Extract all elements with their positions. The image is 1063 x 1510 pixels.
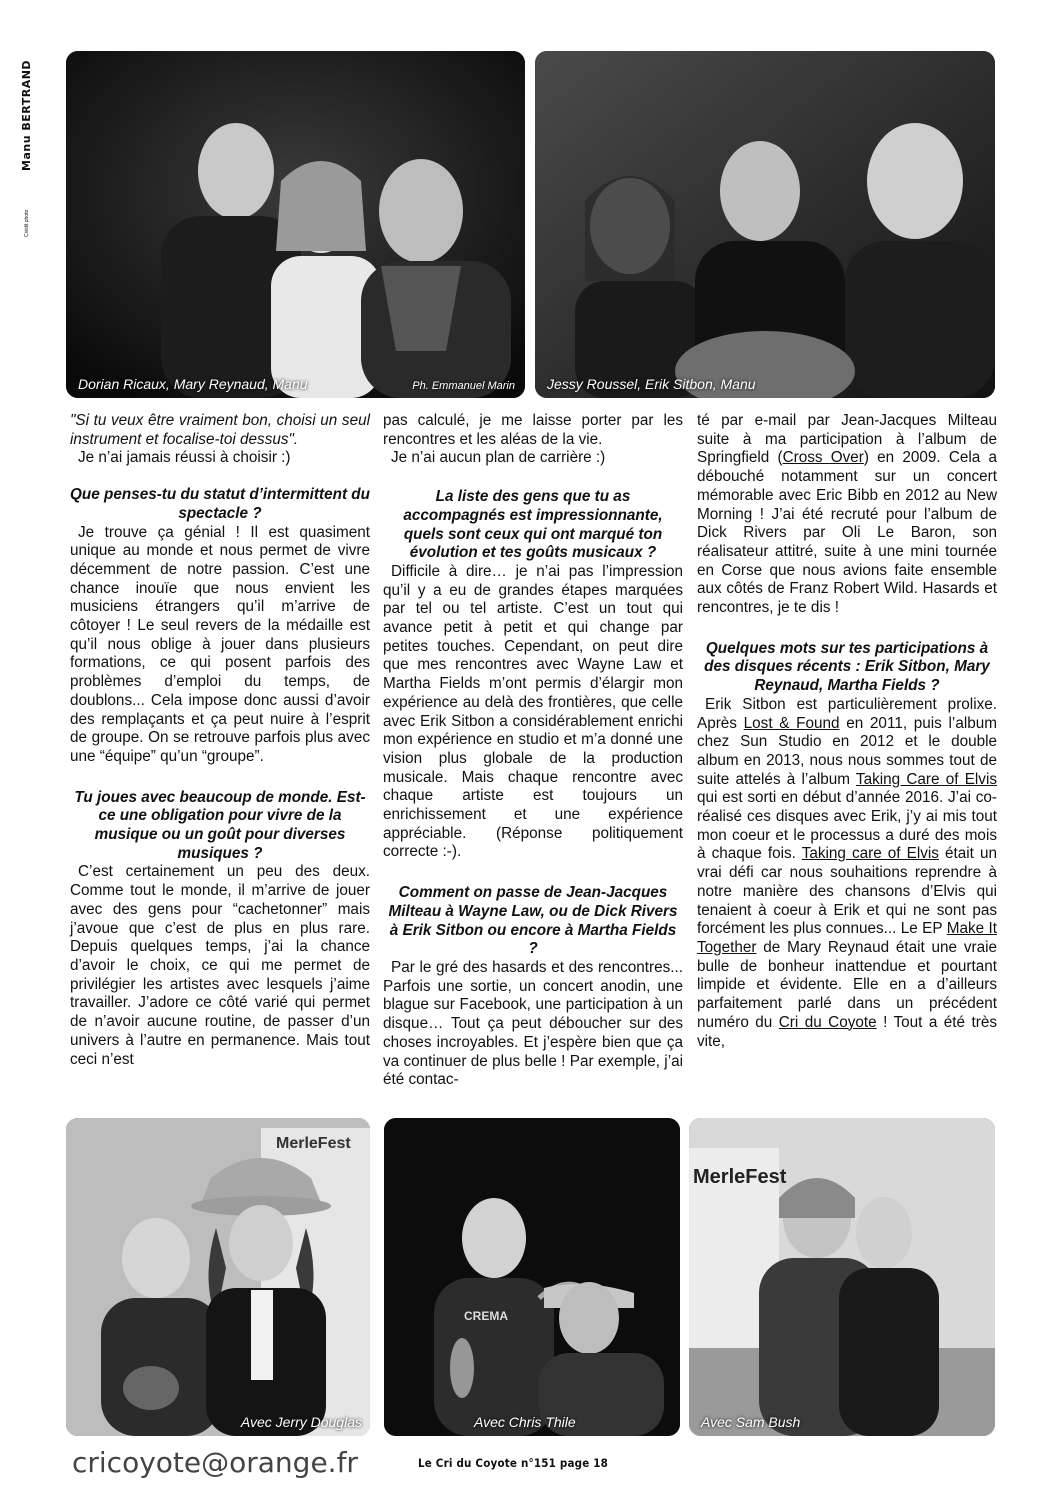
interview-question: La liste des gens que tu as accompagnés est impressionnante, quels sont ceux qui ont marqué ton évolution et tes goûts musicaux ? xyxy=(403,488,663,562)
photo-credit-label: Crédit photo xyxy=(24,210,30,238)
page-footer: Le Cri du Coyote n°151 page 18 xyxy=(418,1456,609,1470)
photo-jessy-erik-manu xyxy=(535,51,995,398)
banner-text: MerleFest xyxy=(276,1135,351,1152)
album-title: Taking Care of Elvis xyxy=(855,770,997,788)
magazine-title: Cri du Coyote xyxy=(778,1013,877,1031)
photo-chris-thile xyxy=(384,1118,680,1436)
photo-sam-bush xyxy=(689,1118,995,1436)
banner-text: MerleFest xyxy=(693,1166,787,1188)
text-run: té par e-mail par Jean-Jacques Milteau suite à ma participation à l’album de Springfield ( xyxy=(697,412,997,467)
text-run: ! Tout a été très vite, xyxy=(697,1013,997,1050)
photo-image xyxy=(689,1118,995,1436)
photo-caption: Avec Sam Bush xyxy=(701,1414,801,1430)
photo-credit: Ph. Emmanuel Marin xyxy=(412,380,515,392)
photo-dorian-mary-manu xyxy=(66,51,525,398)
photographer-name: Manu BERTRAND xyxy=(20,60,33,172)
photo-caption: Dorian Ricaux, Mary Reynaud, Manu xyxy=(78,376,308,392)
article-column-1 xyxy=(70,412,370,1069)
paragraph: Difficile à dire… je n’ai pas l’impression qu’il y a eu de grandes étapes marquées par tel ou tel artiste. C’est un tout qui avance petit à petit et qui change par petites touches. Cependant, on peut dire que mes rencontres avec Wayne Law et Martha Fields m’ont permis d’élargir mon expérience au delà des frontières, que celle avec Erik Sitbon a considérablement enrichi mon expérience en studio et m’a donné une vision plus globale de la production musicale. Mais chaque rencontre avec chaque artiste est toujours un enrichissement et une expérience appréciable. (Réponse politiquement correcte :-). xyxy=(383,562,683,861)
text-run: était un vrai défi car nous souhaitions reprendre à notre manière des chansons d’Elvis qui tenaient à coeur à Erik et qui ne sont pas forcément les plus connues... Le EP xyxy=(697,845,997,938)
article-column-3 xyxy=(697,412,997,1051)
photo-caption: Avec Chris Thile xyxy=(474,1414,576,1430)
photo-jerry-douglas xyxy=(66,1118,370,1436)
photo-image xyxy=(535,51,995,398)
paragraph: Je n’ai jamais réussi à choisir :) xyxy=(78,449,291,467)
photo-image xyxy=(66,51,525,398)
quote-text: "Si tu veux être vraiment bon, choisi un seul instrument et focalise-toi dessus". xyxy=(70,412,370,448)
paragraph: pas calculé, je me laisse porter par les rencontres et les aléas de la vie. xyxy=(383,412,683,448)
photo-image xyxy=(384,1118,680,1436)
photo-credit-vertical xyxy=(18,60,42,300)
paragraph: Par le gré des hasards et des rencontres... Parfois une sortie, un concert anodin, une blague sur Facebook, une participation à un disque… Tout ça peut déboucher sur des choses incroyables. Et j’espère bien que ça va continuer de plus belle ! Par exemple, j’ai été contac- xyxy=(383,958,683,1089)
contact-email: cricoyote@orange.fr xyxy=(72,1446,358,1479)
article-column-2 xyxy=(383,412,683,1090)
paragraph: Je trouve ça génial ! Il est quasiment unique au monde et nous permet de vivre décemment de notre passion. C’est une chance inouïe que nous envient les musiciens étrangers qu’il m’arrive de côtoyer ! Le seul revers de la médaille est qu’il nous oblige à jouer dans plusieurs formations, ce qui posent parfois des problèmes d’emploi du temps, de doublons... Cela impose donc aussi d’avoir des remplaçants et ça peut nuire à l’esprit de groupe. On se retrouve parfois plus avec une “équipe” qu’un “groupe”. xyxy=(70,523,370,765)
interview-question: Comment on passe de Jean-Jacques Milteau à Wayne Law, ou de Dick Rivers à Erik Sitbon ou encore à Martha Fields ? xyxy=(388,884,678,958)
photo-image xyxy=(66,1118,370,1436)
text-run: Erik Sitbon est particulièrement prolixe. Après xyxy=(697,695,997,732)
paragraph: C’est certainement un peu des deux. Comme tout le monde, il m’arrive de jouer avec des gens pour “cachetonner” mais j’avoue que c’est de plus en plus rare. Depuis quelques temps, j’ai la chance d’avoir le choix, ce qui me permet de privilégier les artistes avec lesquels j’aime travailler. J’adore ce côté varié qui permet de n’avoir aucune routine, de passer d’un univers à l’autre en permanence. Mais tout ceci n’est xyxy=(70,863,370,1068)
text-run: ) en 2009. Cela a débouché notamment sur un concert mémorable avec Eric Bibb en 2012 au New Morning ! J’ai été recruté pour l’album de Dick Rivers par Oli Le Baron, son réalisateur attitré, suite à une mini tournée en Corse que nous avions faite ensemble aux côtés de Franz Robert Wild. Hasards et rencontres, je te dis ! xyxy=(697,449,998,617)
shirt-text: CREMA xyxy=(464,1309,508,1323)
paragraph: Je n’ai aucun plan de carrière :) xyxy=(391,449,606,467)
text-run: de Mary Reynaud était une vraie bulle de bonheur inattendue et pourtant limpide et évidente. Elle en a d’ailleurs parfaitement parlé dans un précédent numéro du xyxy=(697,938,997,1031)
paragraph xyxy=(697,696,997,1051)
album-title: Cross Over xyxy=(782,449,864,467)
text-run: en 2011, puis l’album chez Sun Studio en 2012 et le double album en 2013, nous nous sommes tout de suite attelés à l’album xyxy=(697,714,997,788)
paragraph xyxy=(697,412,997,618)
photo-caption: Jessy Roussel, Erik Sitbon, Manu xyxy=(547,376,756,392)
text-run: qui est sorti en début d’année 2016. J’ai co-réalisé ces disques avec Erik, j’y ai mis tout mon coeur et le processus a duré des mois à chaque fois. xyxy=(697,789,997,863)
album-title: Make It Together xyxy=(697,920,997,956)
album-title: Taking care of Elvis xyxy=(801,845,939,863)
interview-question: Que penses-tu du statut d’intermittent du spectacle ? xyxy=(70,486,370,522)
interview-question: Quelques mots sur tes participations à des disques récents : Erik Sitbon, Mary Reynaud, Martha Fields ? xyxy=(704,639,990,695)
interview-question: Tu joues avec beaucoup de monde. Est-ce une obligation pour vivre de la musique ou un goût pour diverses musiques ? xyxy=(74,788,366,862)
album-title: Lost & Found xyxy=(743,714,840,732)
photo-caption: Avec Jerry Douglas xyxy=(240,1414,362,1430)
